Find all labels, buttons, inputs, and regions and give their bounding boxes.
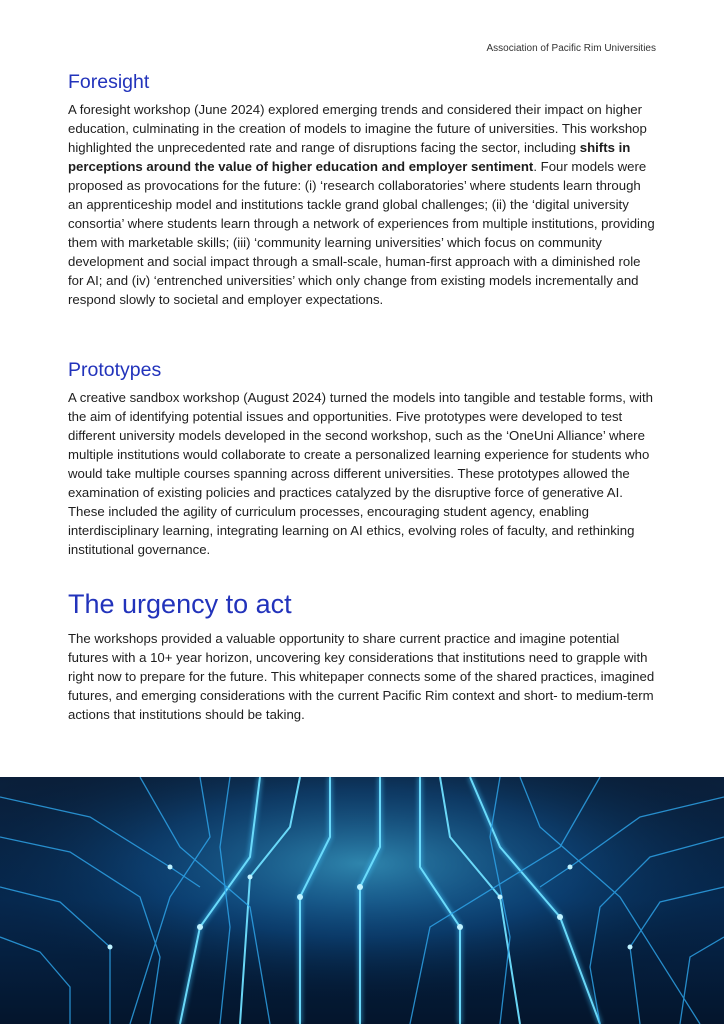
urgency-paragraph-wrap (68, 629, 658, 724)
urgency-section-title-wrap (68, 588, 658, 620)
foresight-heading: Foresight (68, 71, 150, 93)
circuit-lines-illustration (0, 777, 724, 1024)
prototypes-paragraph-wrap (68, 388, 658, 559)
prototypes-paragraph: A creative sandbox workshop (August 2024) turned the models into tangible and testable forms, with the aim of identifying potential issues and opportunities. Five prototypes were developed to test different university models developed in the second workshop, such as the ‘OneUni Alliance’ where multiple institutions would collaborate to create a personalized learning experience for students who would take multiple courses spanning across different universities. These prototypes allowed the examination of existing policies and practices catalyzed by the disruptive force of generative AI. These included the agility of curriculum processes, encouraging student agency, enabling interdisciplinary learning, integrating learning on AI ethics, evolving roles of faculty, and rethinking institutional governance. (68, 390, 653, 557)
prototypes-heading: Prototypes (68, 359, 162, 381)
foresight-bold-text: shifts in perceptions around the value of higher education and employer sentiment (68, 140, 631, 174)
foresight-paragraph (68, 100, 658, 309)
urgency-paragraph: The workshops provided a valuable opportunity to share current practice and imagine potential futures with a 10+ year horizon, uncovering key considerations that institutions need to grapple with right now to prepare for the future. This whitepaper connects some of the shared practices, imagined futures, and emerging considerations with the current Pacific Rim context and short- to medium-term actions that institutions should be taking. (68, 631, 655, 722)
foresight-section-title-wrap (68, 70, 658, 94)
page-header: Association of Pacific Rim Universities (486, 43, 656, 54)
foresight-paragraph-wrap (68, 100, 658, 309)
urgency-heading: The urgency to act (68, 589, 292, 619)
foresight-text-after: . Four models were proposed as provocations for the future: (i) ‘research collaboratories’ where students learn through an apprenticeship model and institutions tackle grand global challenges; (ii) the ‘digital university consortia’ where students learn through a network of experiences from multiple institutions, providing them with marketable skills; (iii) ‘community learning universities’ which focus on community development and social impact through a small-scale, human-first approach with a diminished role for AI; and (iv) ‘entrenched universities’ which only change from existing models incrementally and respond slowly to societal and employer expectations. (68, 159, 655, 307)
foresight-text-before: A foresight workshop (June 2024) explored emerging trends and considered their impact on higher education, culminating in the creation of models to imagine the future of universities. This workshop highlighted the unprecedented rate and range of disruptions facing the sector, including (68, 102, 647, 155)
prototypes-section-title-wrap (68, 358, 658, 382)
circuit-hero-image (0, 777, 724, 1024)
